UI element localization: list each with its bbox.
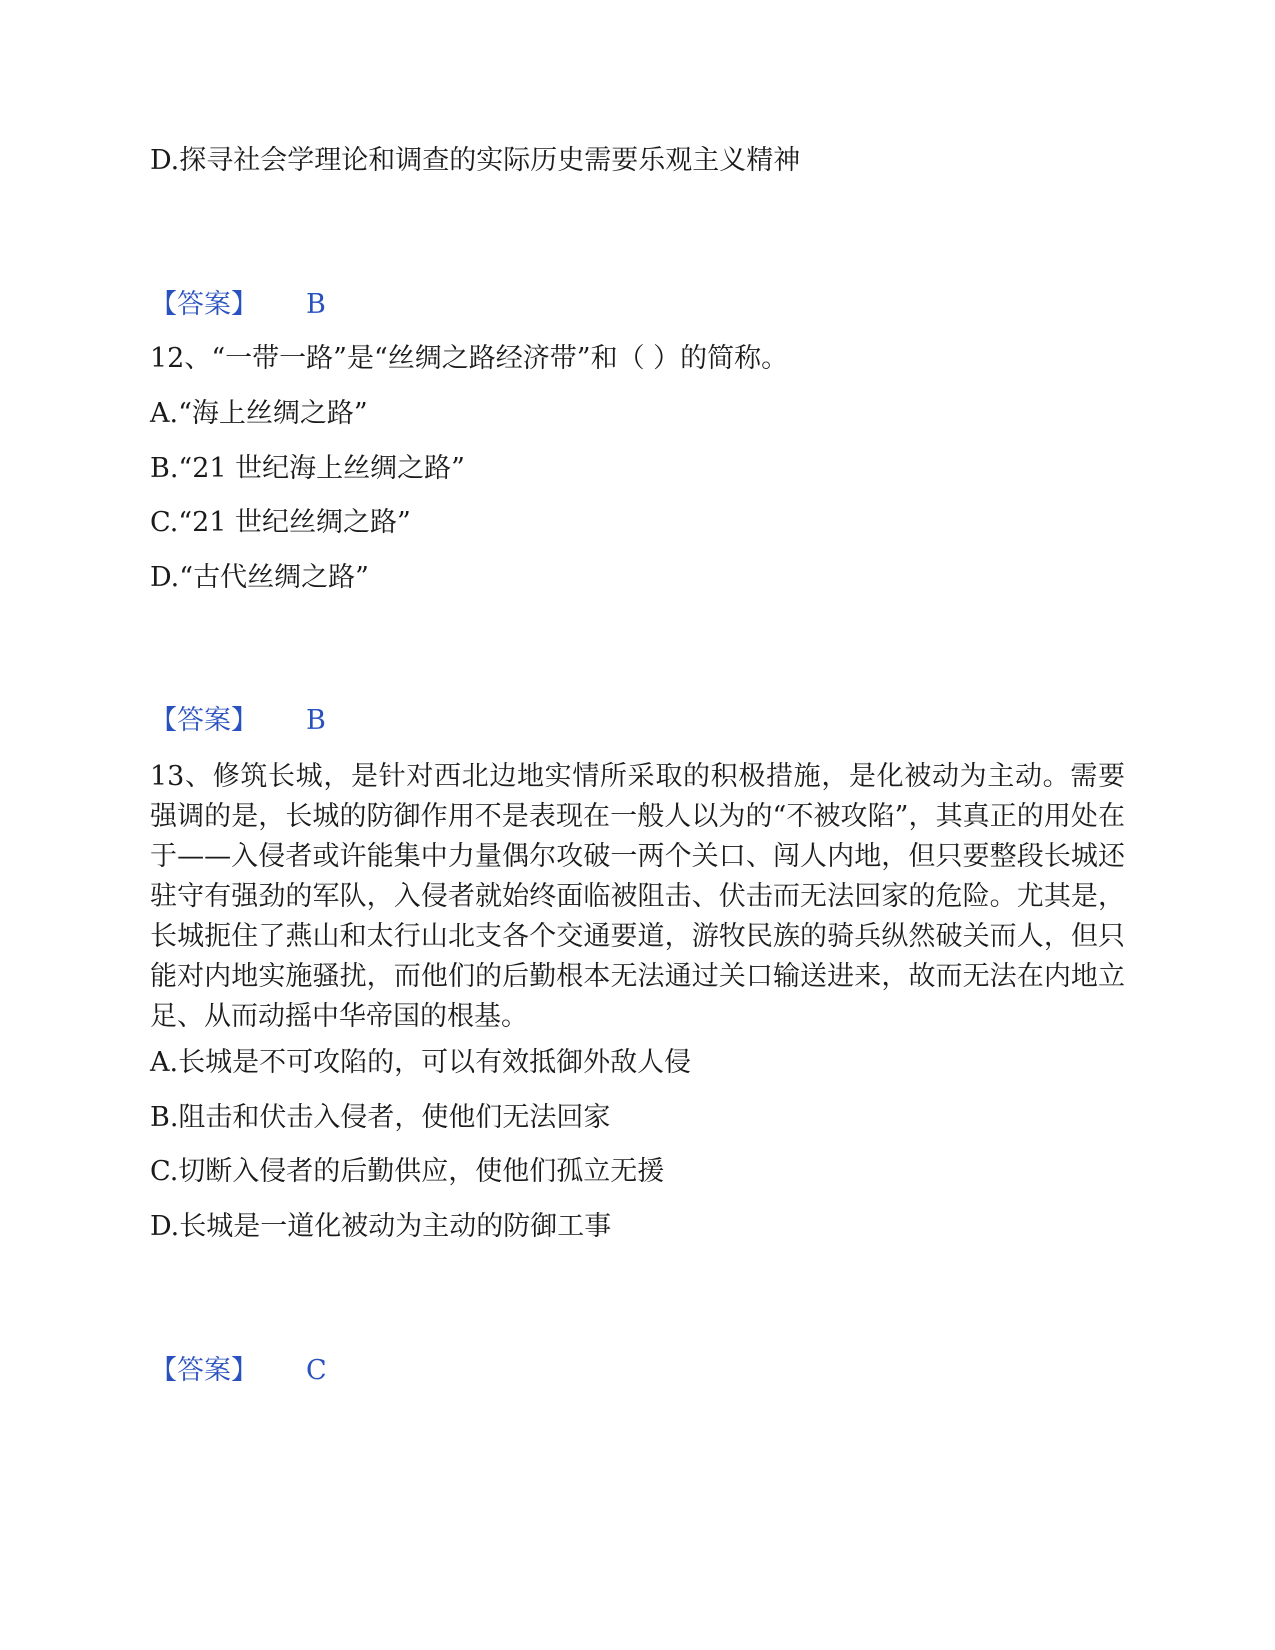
answer-label: 【答案】 [150,1355,258,1386]
answer-value: B [306,705,326,736]
q13-option-c: C.切断入侵者的后勤供应，使他们孤立无援 [150,1156,665,1187]
answer-value: B [306,289,326,320]
q13-stem: 13、修筑长城，是针对西北边地实情所采取的积极措施，是化被动为主动。需要强调的是，长城的防御作用不是表现在一般人以为的“不被攻陷”，其真正的用处在于——入侵者或许能集中力量偶尔攻破一两个关口、闯人内地，但只要整段长城还驻守有强劲的军队，入侵者就始终面临被阻击、伏击而无法回家的危险。尤其是，长城扼住了燕山和太行山北支各个交通要道，游牧民族的骑兵纵然破关而人，但只能对内地实施骚扰，而他们的后勤根本无法通过关口输送进来，故而无法在内地立足、从而动摇中华帝国的根基。 [150,761,1125,1032]
q12-option-a: A.“海上丝绸之路” [150,398,368,429]
q11-option-d: D.探寻社会学理论和调查的实际历史需要乐观主义精神 [150,145,801,176]
answer-value: C [306,1355,327,1386]
q12-option-b: B.“21 世纪海上丝绸之路” [150,453,465,484]
q13-option-a: A.长城是不可攻陷的，可以有效抵御外敌人侵 [150,1047,692,1078]
q13-answer [150,1353,327,1389]
q13-option-d: D.长城是一道化被动为主动的防御工事 [150,1211,612,1242]
q12-answer [150,703,326,739]
q12-option-c: C.“21 世纪丝绸之路” [150,507,411,538]
q11-answer [150,287,326,323]
q12-stem: 12、“一带一路”是“丝绸之路经济带”和（ ）的简称。 [150,343,789,374]
q12-option-d: D.“古代丝绸之路” [150,562,369,593]
q13-option-b: B.阻击和伏击入侵者，使他们无法回家 [150,1102,611,1133]
answer-label: 【答案】 [150,289,258,320]
answer-label: 【答案】 [150,705,258,736]
